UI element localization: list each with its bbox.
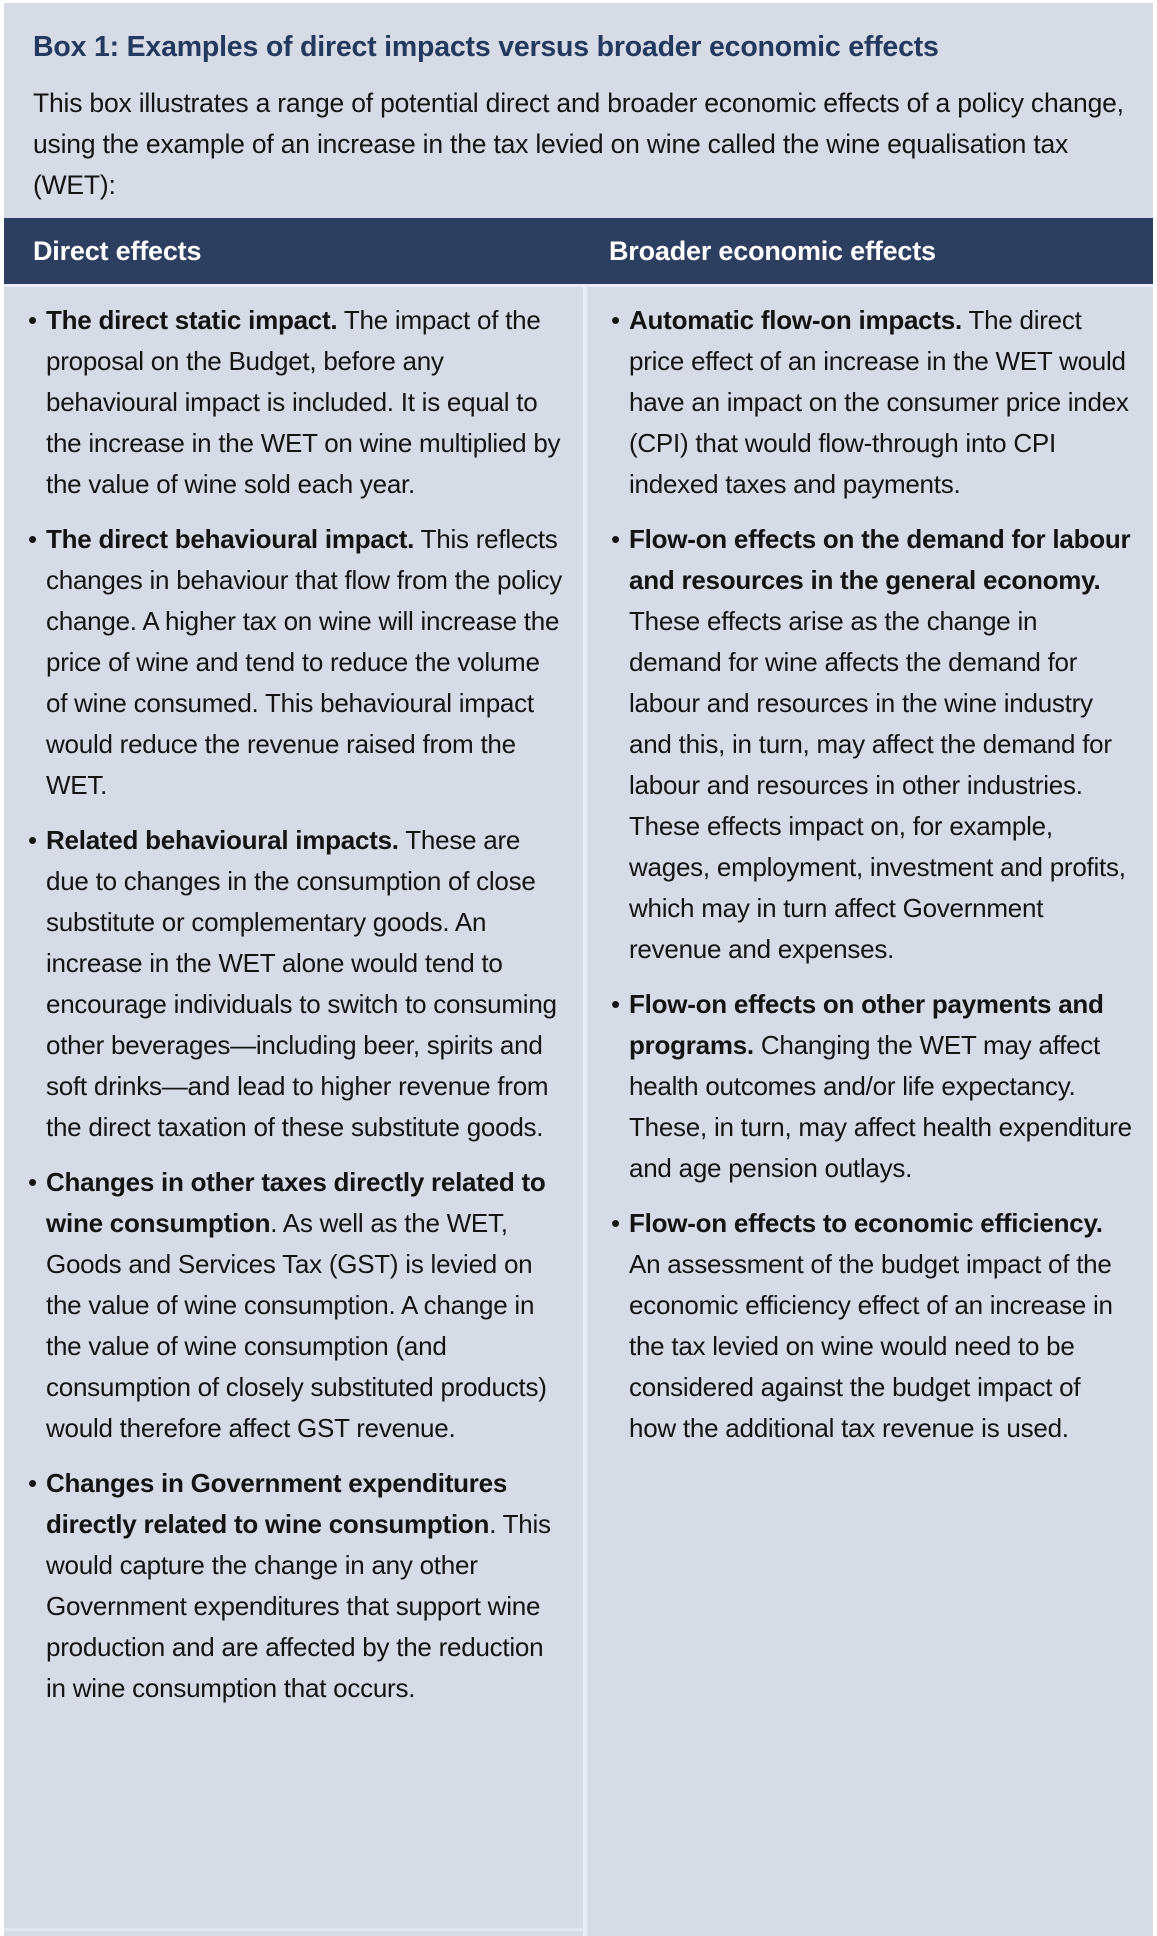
list-item-direct-behavioural-impact [4,519,583,806]
bullet-icon: • [611,305,620,335]
item-lead: The direct static impact. [46,305,338,335]
bullet-icon: • [28,1468,37,1498]
item-body: . This would capture the change in any other Government expenditures that support wine production and are affected by the reduction in wine consumption that occurs. [46,1509,551,1703]
column-header-direct-effects: Direct effects [33,235,202,266]
item-body: These effects arise as the change in demand for wine affects the demand for labour and resources in the wine industry and this, in turn, may affect the demand for labour and resources in other industries. These effects impact on, for example, wages, employment, investment and profits, which may in turn affect Government revenue and expenses. [629,606,1126,964]
item-lead: Flow-on effects on the demand for labour and resources in the general economy. [629,524,1131,595]
bullet-icon: • [28,305,37,335]
bullet-icon: • [611,524,620,554]
list-item-flow-on-other-payments [587,984,1153,1189]
item-body: Changing the WET may affect health outcomes and/or life expectancy. These, in turn, may affect health expenditure and age pension outlays. [629,1030,1132,1183]
item-lead: Related behavioural impacts. [46,825,399,855]
box1-callout [4,3,1153,1936]
bullet-icon: • [611,1208,620,1238]
item-lead: Changes in other taxes directly related to wine consumption [46,1167,546,1238]
box-intro: This box illustrates a range of potential direct and broader economic effects of a policy change, using the example of an increase in the tax levied on wine called the wine equalisation tax (WET): [33,88,1124,200]
bullet-icon: • [28,1167,37,1197]
direct-effects-cell [4,287,583,1936]
bullet-icon: • [28,524,37,554]
item-lead: Changes in Government expenditures directly related to wine consumption [46,1468,508,1539]
broader-economic-effects-list [587,300,1153,1449]
broader-economic-effects-cell [587,287,1153,1936]
list-item-flow-on-economic-efficiency [587,1203,1153,1449]
item-lead: Flow-on effects to economic efficiency. [629,1208,1103,1238]
item-body: The direct price effect of an increase in the WET would have an impact on the consumer price index (CPI) that would flow-through into CPI indexed taxes and payments. [629,305,1129,499]
column-header-broader-economic-effects: Broader economic effects [609,235,936,266]
item-lead: Automatic flow-on impacts. [629,305,962,335]
item-body: This reflects changes in behaviour that flow from the policy change. A higher tax on wine will increase the price of wine and tend to reduce the volume of wine consumed. This behavioural impact would reduce the revenue raised from the WET. [46,524,563,800]
bullet-icon: • [28,825,37,855]
direct-effects-list [4,300,583,1709]
box-title: Box 1: Examples of direct impacts versus broader economic effects [33,31,939,63]
table-body-row [4,284,1153,1936]
item-body: The impact of the proposal on the Budget, before any behavioural impact is included. It is equal to the increase in the WET on wine multiplied by the value of wine sold each year. [46,305,561,499]
item-body: An assessment of the budget impact of the economic efficiency effect of an increase in the tax levied on wine would need to be considered against the budget impact of how the additional tax revenue is used. [629,1249,1113,1443]
list-item-changes-other-taxes [4,1162,583,1449]
bullet-icon: • [611,989,620,1019]
item-body: These are due to changes in the consumption of close substitute or complementary goods. An increase in the WET alone would tend to encourage individuals to switch to consuming other beverages—including beer, spirits and soft drinks—and lead to higher revenue from the direct taxation of these substitute goods. [46,825,557,1142]
item-body: . As well as the WET, Goods and Services Tax (GST) is levied on the value of wine consumption. A change in the value of wine consumption (and consumption of closely substituted products) would therefore affect GST revenue. [46,1208,547,1443]
list-item-direct-static-impact [4,300,583,505]
item-lead: Flow-on effects on other payments and programs. [629,989,1104,1060]
item-lead: The direct behavioural impact. [46,524,415,554]
list-item-automatic-flow-on-impacts [587,300,1153,505]
list-item-changes-government-expenditures [4,1463,583,1709]
list-item-related-behavioural-impacts [4,820,583,1148]
left-cell-bottom-border [4,1928,583,1931]
table-header-row [4,218,1153,284]
list-item-flow-on-demand-labour [587,519,1153,970]
